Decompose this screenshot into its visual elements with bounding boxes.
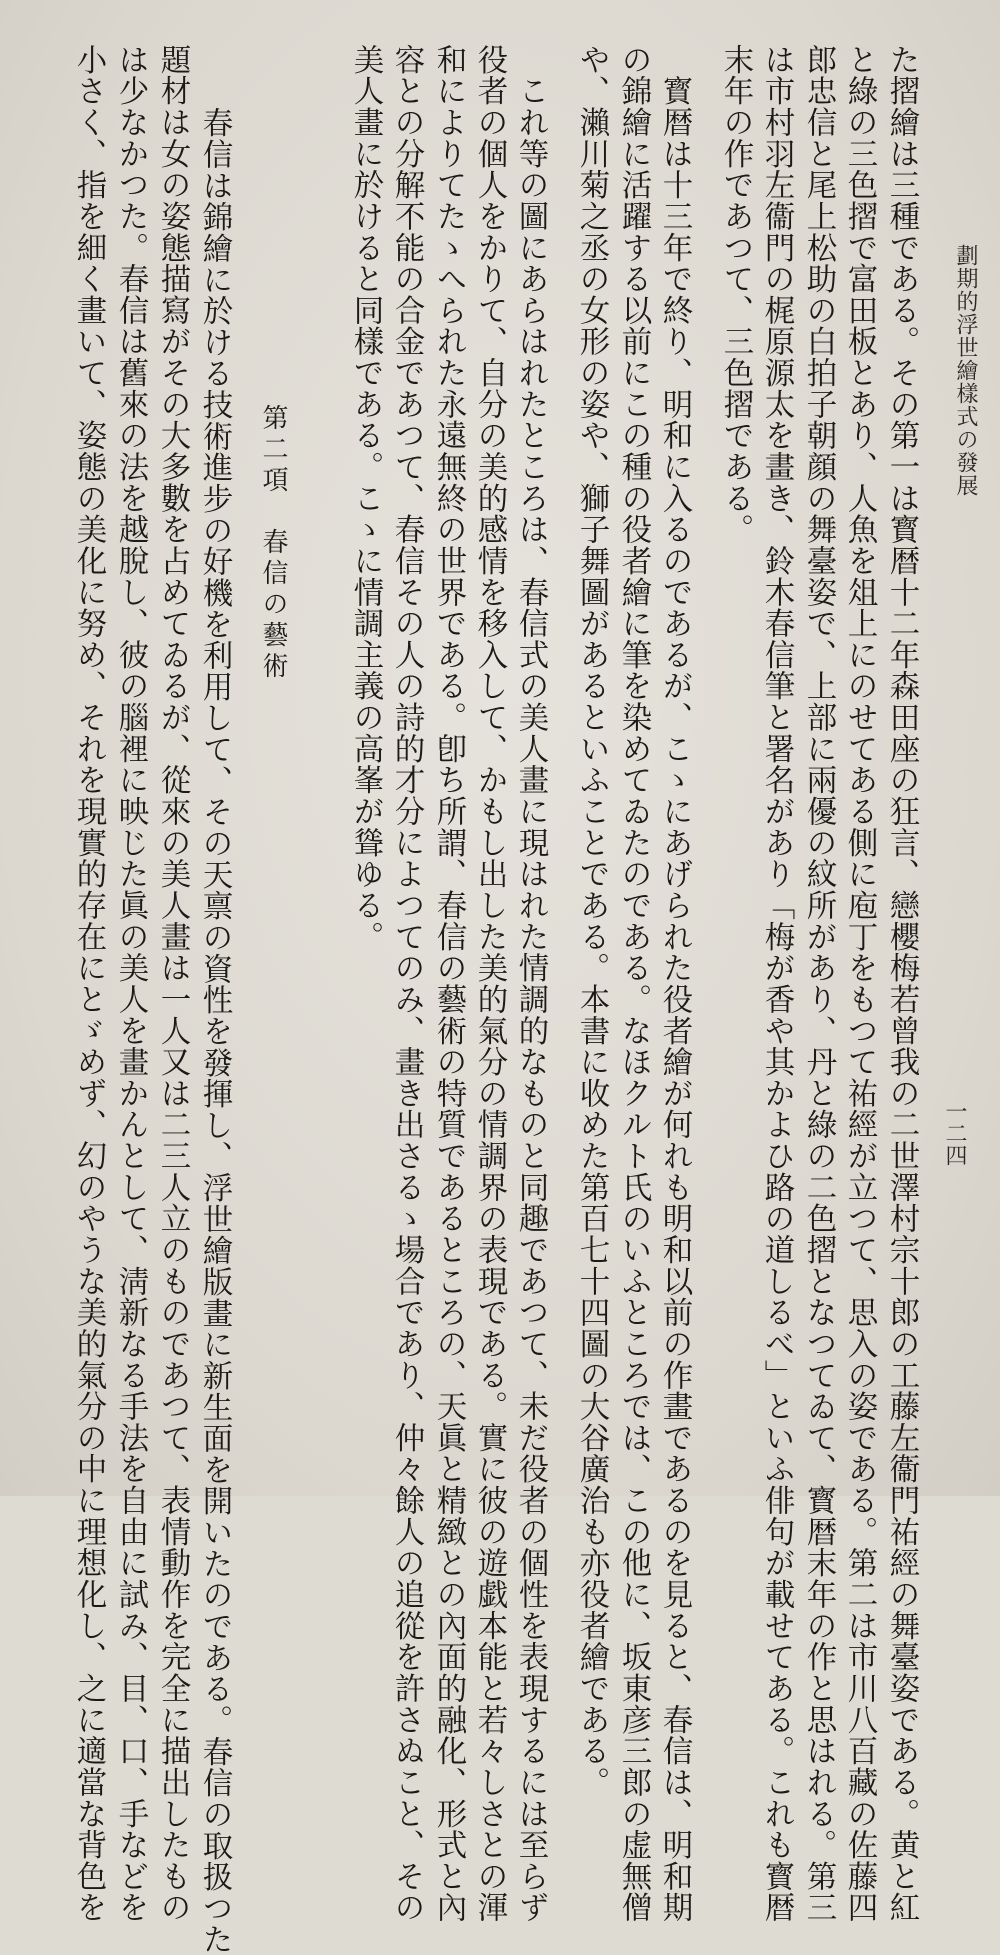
text-line: 題材は女の姿態描寫がその大多數を占めてゐるが、從來の美人畫は一人又は二三人立のものであつて、表情動作を完全に描出したもの [155,44,190,1924]
text-line: 寳暦は十三年で終り、明和に入るのであるが、こゝにあげられた役者繪が何れも明和以前の作畫であるのを見ると、春信は、明和期 [657,44,692,1924]
text-line: た摺繪は三種である。その第一は寳暦十二年森田座の狂言、戀櫻梅若曾我の二世澤村宗十郎の工藤左衞門祐經の舞臺姿である。黄と紅 [884,44,919,1924]
section-heading: 第二項 春信の藝術 [258,404,288,683]
page-number: 一二四 [942,1100,967,1166]
text-line: 春信は錦繪に於ける技術進步の好機を利用して、その天禀の資性を發揮し、浮世繪版畫に新生面を開いたのである。春信の取扱つた [197,76,232,1955]
text-line: や、瀨川菊之丞の女形の姿や、獅子舞圖があるといふことである。本書に收めた第百七十四圖の大谷廣治も亦役者繪である。 [574,44,609,1798]
text-line: 容との分解不能の合金であつて、春信その人の詩的才分によつてのみ、畫き出さるゝ場合であり、仲々餘人の追從を許さぬこと、その [389,44,424,1924]
text-line: の錦繪に活躍する以前にこの種の役者繪に筆を染めてゐたのである。なほクルト氏のいふところでは、この他に、坂東彦三郎の虚無僧 [616,44,651,1924]
text-line: は市村羽左衞門の梶原源太を畫き、鈴木春信筆と署名があり「梅が香や其かよひ路の道しるべ」といふ俳句が載せてある。これも寳暦 [759,44,794,1924]
text-line: 和によりてたゝへられた永遠無終の世界である。卽ち所謂、春信の藝術の特質であるところの、天眞と精緻との內面的融化、形式と內 [431,44,466,1924]
text-line: これ等の圖にあらはれたところは、春信式の美人畫に現はれた情調的なものと同趣であつて、未だ役者の個性を表現するには至らず [513,44,548,1924]
text-line: は少なかつた。春信は舊來の法を越脫し、彼の腦裡に映じた眞の美人を畫かんとして、淸新なる手法を自由に試み、目、口、手などを [113,44,148,1924]
text-line: 郎忠信と尾上松助の白拍子朝顔の舞臺姿で、上部に兩優の紋所があり、丹と綠の二色摺となつてゐて、寳暦末年の作と思はれる。第三 [801,44,836,1924]
running-head: 劃期的浮世繪樣式の發展 [953,244,978,497]
text-line: と綠の三色摺で富田板とあり、人魚を俎上にのせてある側に庖丁をもつて祐經が立つて、思入の姿である。第二は市川八百藏の佐藤四 [842,44,877,1924]
text-line: 小さく、指を細く畫いて、姿態の美化に努め、それを現實的存在にとゞめず、幻のやうな美的氣分の中に理想化し、之に適當な背色を [71,44,106,1924]
text-line: 役者の個人をかりて、自分の美的感情を移入して、かもし出した美的氣分の情調界の表現である。實に彼の遊戯本能と若々しさとの渾 [472,44,507,1924]
text-line: 美人畫に於けると同樣である。こゝに情調主義の高峯が聳ゆる。 [348,44,383,953]
text-line: 末年の作であつて、三色摺である。 [718,44,753,546]
